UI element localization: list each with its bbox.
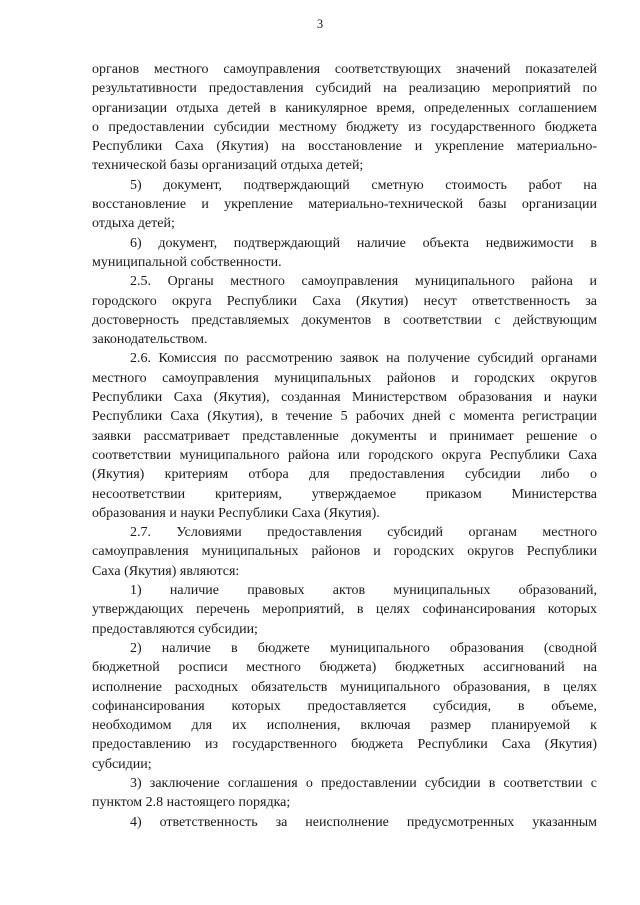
text-line: софинансирования которых предоставляется субсидия, в объеме,: [92, 698, 597, 714]
page-number: 3: [316, 17, 324, 31]
text-line: исполнение расходных обязательств муниципального образования, в целях: [92, 679, 597, 695]
text-line: пунктом 2.8 настоящего порядка;: [92, 795, 291, 811]
text-line: несоответствии критериям, утверждаемое приказом Министерства: [92, 486, 597, 502]
text-line: Саха (Якутия) являются:: [92, 563, 240, 579]
text-line: Республики Саха (Якутия), в течение 5 рабочих дней с момента регистрации: [92, 409, 597, 425]
text-line: соответствии муниципального района или городского округа Республики Саха: [92, 447, 597, 463]
text-line: предоставляются субсидии;: [92, 621, 258, 637]
text-line: 6) документ, подтверждающий наличие объекта недвижимости в: [130, 235, 597, 251]
text-line: 2.6. Комиссия по рассмотрению заявок на получение субсидий органами: [130, 351, 597, 367]
text-line: предоставлению из государственного бюджета Республики Саха (Якутия): [92, 737, 597, 753]
text-line: Республики Саха (Якутия), созданная Министерством образования и науки: [92, 390, 597, 406]
text-line: 4) ответственность за неисполнение предусмотренных указанным: [130, 814, 597, 830]
text-line: о предоставлении субсидии местному бюджету из государственного бюджета: [92, 119, 597, 135]
text-line: 3) заключение соглашения о предоставлении субсидии в соответствии с: [130, 775, 597, 791]
text-line: субсидии;: [92, 756, 152, 772]
text-line: 5) документ, подтверждающий сметную стоимость работ на: [130, 177, 597, 193]
text-line: Республики Саха (Якутия) на восстановление и укрепление материально-: [92, 139, 597, 155]
text-line: городского округа Республики Саха (Якутия) несут ответственность за: [92, 293, 597, 309]
text-line: 2.7. Условиями предоставления субсидий органам местного: [130, 525, 597, 541]
text-line: результативности предоставления субсидий на реализацию мероприятий по: [92, 81, 597, 97]
text-line: самоуправления муниципальных районов и городских округов Республики: [92, 544, 597, 560]
text-line: муниципальной собственности.: [92, 254, 282, 270]
body-text: [92, 60, 597, 832]
text-line: отдыха детей;: [92, 216, 175, 232]
text-line: 1) наличие правовых актов муниципальных образований,: [130, 583, 597, 599]
text-line: органов местного самоуправления соответствующих значений показателей: [92, 62, 597, 77]
text-line: законодательством.: [92, 332, 208, 348]
text-line: необходимом для их исполнения, включая размер планируемой к: [92, 718, 597, 734]
text-line: 2) наличие в бюджете муниципального образования (сводной: [130, 640, 597, 656]
text-line: местного самоуправления муниципальных районов и городских округов: [92, 370, 597, 386]
text-line: 2.5. Органы местного самоуправления муниципального района и: [130, 274, 597, 290]
text-line: бюджетной росписи местного бюджета) бюджетных ассигнований на: [92, 660, 597, 676]
text-line: технической базы организаций отдыха детей;: [92, 158, 364, 174]
text-line: организации отдыха детей в каникулярное время, определенных соглашением: [92, 100, 597, 116]
text-line: достоверность представляемых документов в соответствии с действующим: [92, 312, 597, 328]
text-line: образования и науки Республики Саха (Якутия).: [92, 505, 380, 521]
text-line: (Якутия) критериям отбора для предоставления субсидии либо о: [92, 467, 597, 483]
text-line: утверждающих перечень мероприятий, в целях софинансирования которых: [92, 602, 597, 618]
text-line: восстановление и укрепление материально-технической базы организации: [92, 197, 597, 213]
text-line: заявки рассматривает представленные документы и принимает решение о: [92, 428, 597, 444]
